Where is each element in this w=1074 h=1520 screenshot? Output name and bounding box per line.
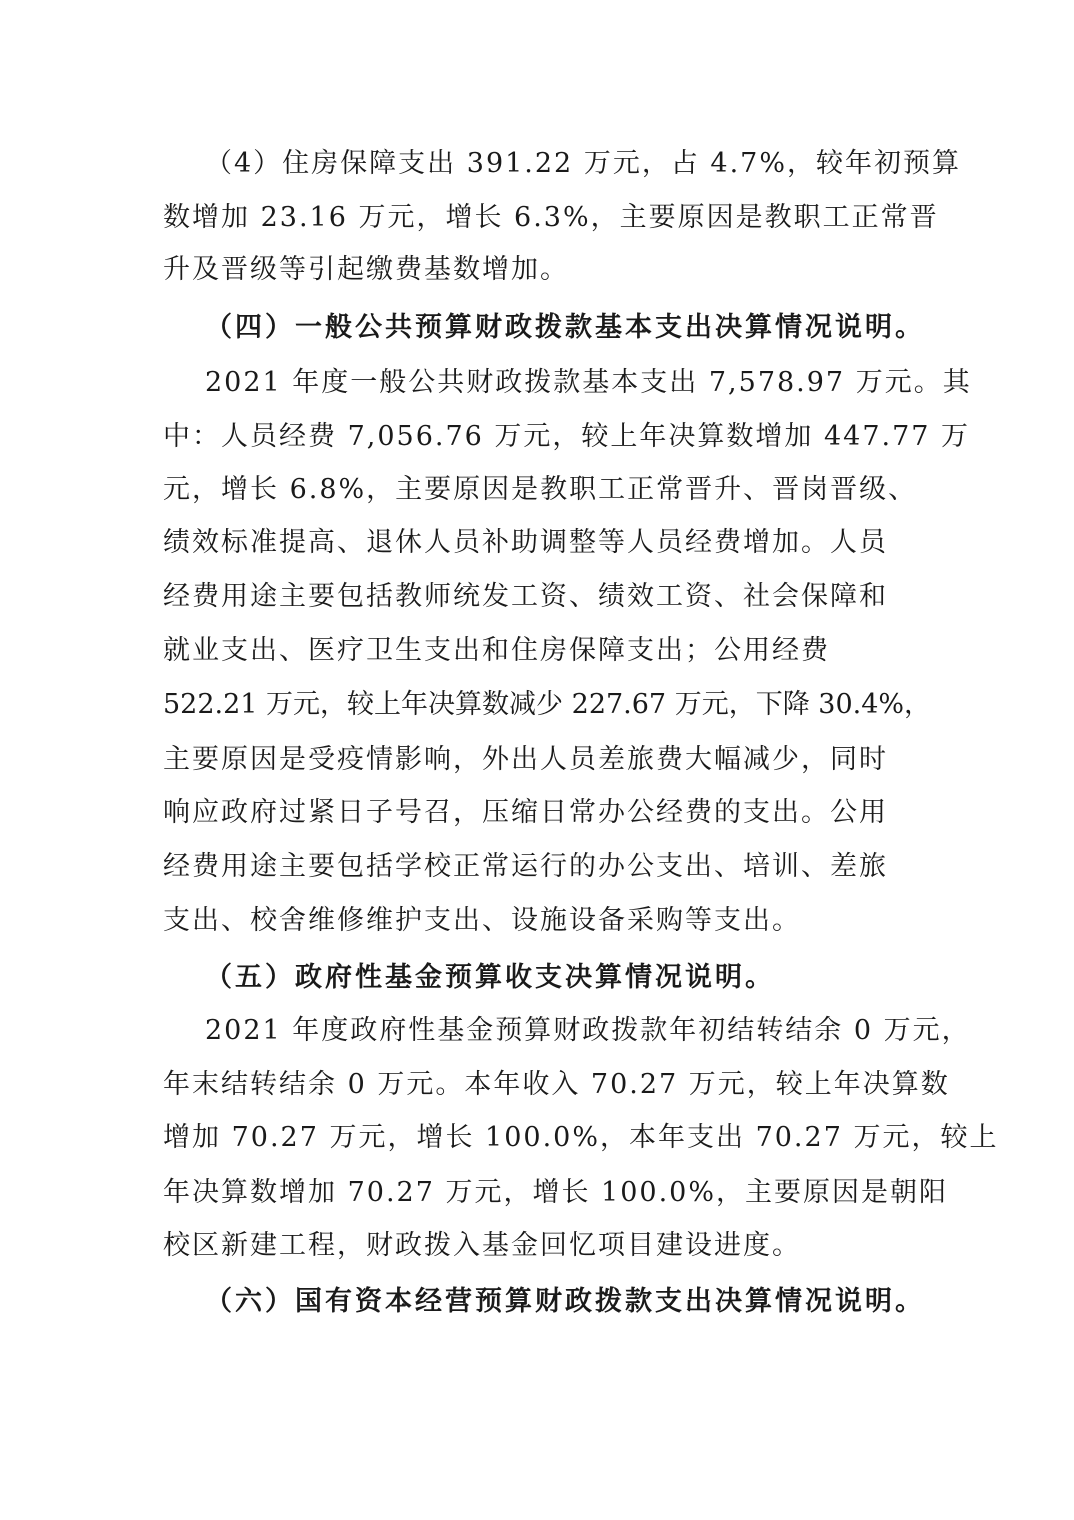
text-line: 经费用途主要包括学校正常运行的办公支出、培训、差旅 [163, 851, 888, 882]
text-line: 年决算数增加 70.27 万元，增长 100.0%，主要原因是朝阳 [163, 1177, 948, 1208]
text-line: 2021 年度一般公共财政拨款基本支出 7,578.97 万元。其 [205, 367, 972, 398]
section-heading: （四）一般公共预算财政拨款基本支出决算情况说明。 [205, 312, 925, 343]
text-line: 支出、校舍维修维护支出、设施设备采购等支出。 [163, 905, 801, 936]
section-heading: （五）政府性基金预算收支决算情况说明。 [205, 962, 775, 993]
text-line: 522.21 万元，较上年决算数减少 227.67 万元，下降 30.4%， [163, 689, 932, 720]
text-line: 年末结转结余 0 万元。本年收入 70.27 万元，较上年决算数 [163, 1069, 950, 1100]
text-line: 中：人员经费 7,056.76 万元，较上年决算数增加 447.77 万 [163, 421, 971, 452]
text-line: 数增加 23.16 万元，增长 6.3%，主要原因是教职工正常晋 [163, 202, 939, 233]
text-line: 主要原因是受疫情影响，外出人员差旅费大幅减少，同时 [163, 744, 888, 775]
text-line: 就业支出、医疗卫生支出和住房保障支出；公用经费 [163, 635, 830, 666]
text-line: 绩效标准提高、退休人员补助调整等人员经费增加。人员 [163, 527, 888, 558]
section-heading: （六）国有资本经营预算财政拨款支出决算情况说明。 [205, 1286, 925, 1317]
text-line: 2021 年度政府性基金预算财政拨款年初结转结余 0 万元， [205, 1015, 971, 1046]
text-line: 升及晋级等引起缴费基数增加。 [163, 254, 569, 285]
text-line: 元，增长 6.8%，主要原因是教职工正常晋升、晋岗晋级、 [163, 474, 918, 505]
text-line: 增加 70.27 万元，增长 100.0%，本年支出 70.27 万元，较上 [163, 1122, 999, 1153]
text-line: （4）住房保障支出 391.22 万元，占 4.7%，较年初预算 [205, 148, 961, 179]
text-line: 响应政府过紧日子号召，压缩日常办公经费的支出。公用 [163, 797, 888, 828]
text-line: 经费用途主要包括教师统发工资、绩效工资、社会保障和 [163, 581, 888, 612]
text-line: 校区新建工程，财政拨入基金回忆项目建设进度。 [163, 1230, 801, 1261]
